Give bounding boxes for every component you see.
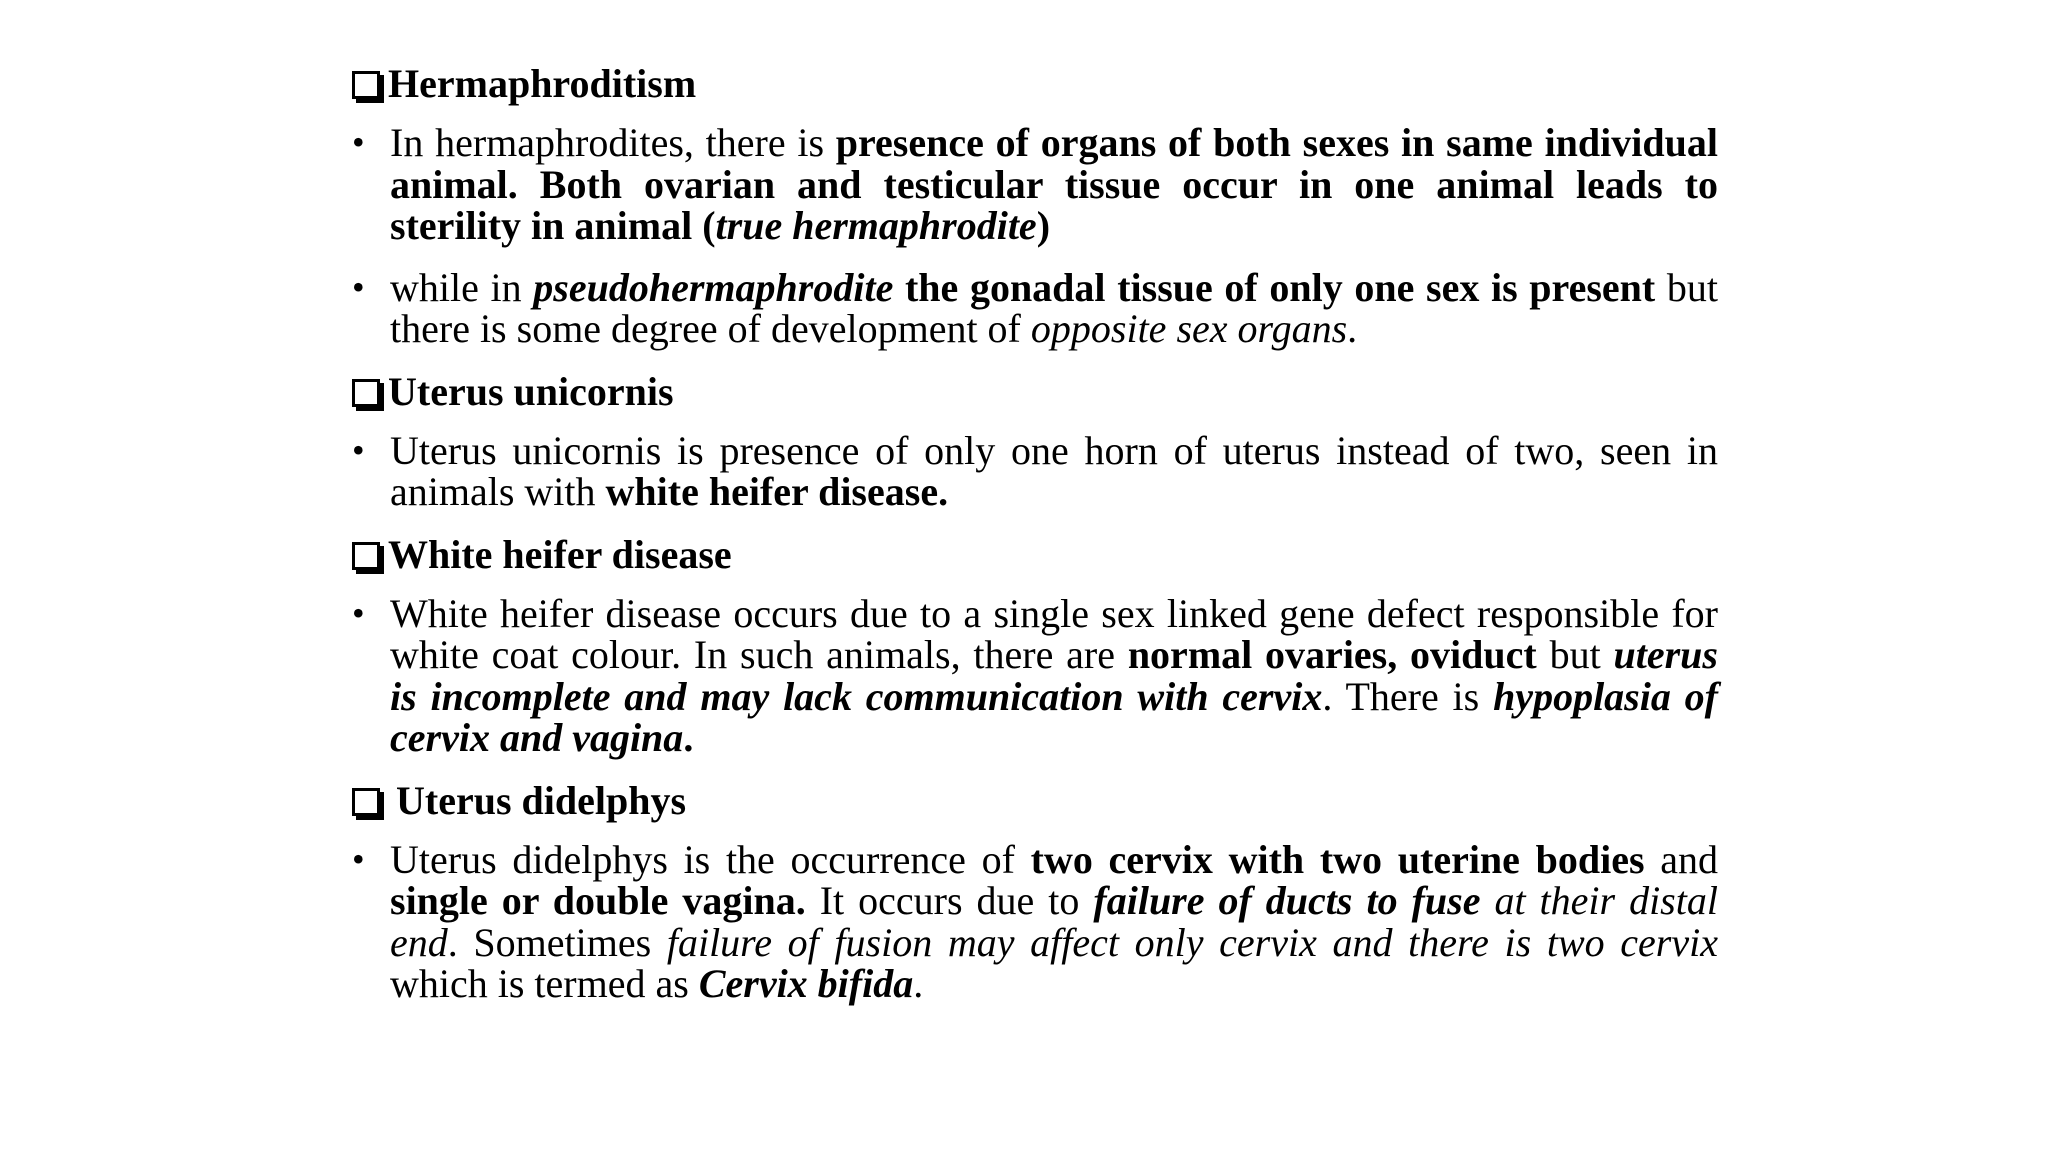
- text-run: .: [913, 961, 924, 1006]
- text-run-italic: failure of fusion may affect only cervix and there is two cervix: [666, 919, 1718, 965]
- heading-uterus-unicornis: [352, 370, 1718, 414]
- bullet-dot-icon: •: [352, 266, 365, 307]
- text-run-bold: white heifer disease.: [605, 469, 949, 514]
- text-run: which is termed as: [390, 961, 699, 1006]
- text-run: but: [1536, 632, 1614, 677]
- heading-white-heifer-disease: [352, 533, 1718, 577]
- text-run: but there is some degree of development of: [390, 264, 1718, 351]
- bullet-dot-icon: •: [352, 429, 365, 470]
- text-run-bold-italic: Cervix bifida: [698, 961, 914, 1006]
- text-run: White heifer disease occurs due to a single sex linked gene defect responsible for white coat colour. In such animals, there are: [390, 590, 1718, 677]
- heading-hermaphroditism: [352, 62, 1718, 106]
- checkbox-square-icon: [352, 788, 380, 816]
- checkbox-square-icon: [352, 542, 380, 570]
- text-run-italic: opposite sex organs: [1030, 306, 1348, 351]
- text-run: . Sometimes: [447, 919, 667, 965]
- heading-text: Uterus unicornis: [388, 368, 674, 414]
- text-run-bold-italic: hypoplasia of cervix and vagina: [390, 673, 1719, 760]
- text-run: and: [1644, 836, 1719, 882]
- checkbox-square-icon: [352, 71, 380, 99]
- text-run: while in: [390, 264, 534, 310]
- text-run-bold: single or double vagina.: [390, 878, 806, 923]
- bullet-dot-icon: •: [352, 592, 365, 633]
- text-run-bold-italic: uterus is incomplete and may lack communication with cervix: [390, 632, 1718, 719]
- text-run: Uterus unicornis is presence of only one horn of uterus instead of two, seen in animals with: [390, 427, 1718, 514]
- bullet-dot-icon: •: [352, 122, 365, 162]
- bullet-hermaphrodites: [352, 122, 1718, 247]
- heading-text: Hermaphroditism: [388, 61, 697, 106]
- slide-content: [352, 62, 1718, 1025]
- text-run: . There is: [1322, 673, 1494, 719]
- text-run: It occurs due to: [805, 878, 1094, 923]
- text-run: Uterus didelphys is the occurrence of: [390, 836, 1031, 882]
- checkbox-square-icon: [352, 379, 380, 407]
- text-run-bold-italic: failure of ducts to fuse: [1093, 878, 1481, 923]
- text-run: In hermaphrodites, there is: [390, 120, 836, 165]
- text-run-bold-italic: pseudohermaphrodite: [533, 264, 894, 310]
- text-run-bold: normal ovaries, oviduct: [1127, 632, 1537, 677]
- bullet-uterus-unicornis: [352, 427, 1718, 514]
- text-run-bold-italic: true hermaphrodite: [715, 203, 1037, 248]
- text-run-bold: the gonadal tissue of only one sex is present: [893, 264, 1656, 310]
- text-run-bold: presence of organs of both sexes in same individual animal. Both ovarian and testicular tissue occur in one animal leads to sterility in animal (: [390, 120, 1718, 248]
- heading-text: Uterus didelphys: [396, 777, 687, 823]
- heading-uterus-didelphys: [352, 779, 1718, 823]
- bullet-uterus-didelphys: [352, 836, 1719, 1006]
- bullet-dot-icon: •: [352, 838, 365, 879]
- bullet-pseudohermaphrodite: [352, 264, 1718, 351]
- bullet-white-heifer-disease: [352, 590, 1719, 760]
- text-run-bold: two cervix with two uterine bodies: [1030, 836, 1645, 882]
- text-run-bold: ): [1036, 203, 1051, 248]
- text-run-italic: at their distal end: [390, 878, 1718, 965]
- text-run-bold: .: [683, 715, 694, 760]
- heading-text: White heifer disease: [388, 531, 732, 577]
- text-run: .: [1347, 306, 1358, 351]
